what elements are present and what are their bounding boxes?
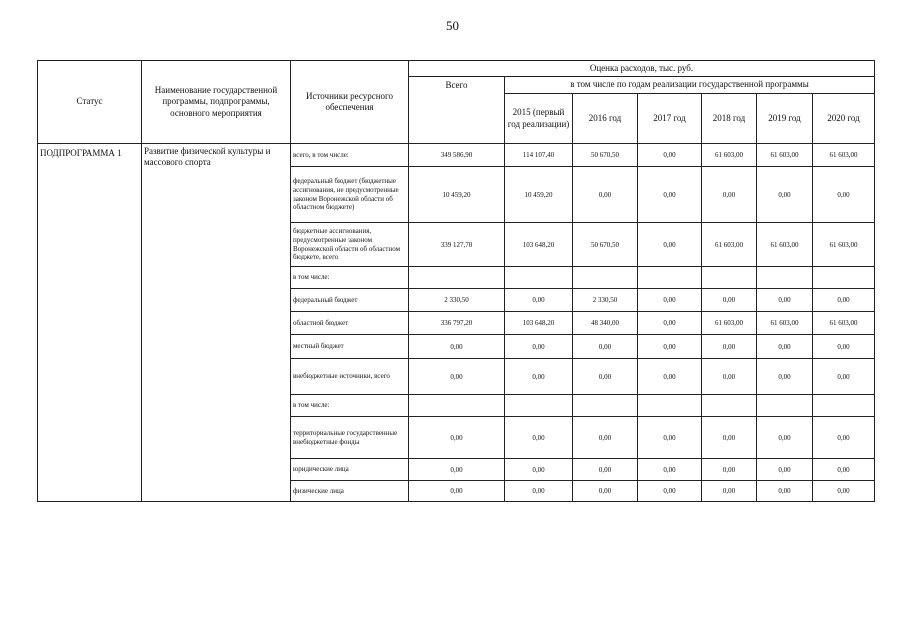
year-value-cell bbox=[505, 395, 573, 417]
page-number: 50 bbox=[446, 18, 459, 33]
year-value-cell: 0,00 bbox=[702, 167, 757, 223]
year-value-cell: 0,00 bbox=[505, 289, 573, 312]
header-source: Источники ресурсного обеспечения bbox=[291, 61, 409, 144]
total-cell: 0,00 bbox=[409, 459, 505, 481]
year-value-cell: 0,00 bbox=[573, 335, 638, 359]
year-value-cell bbox=[702, 395, 757, 417]
year-value-cell bbox=[757, 395, 813, 417]
year-value-cell: 10 459,20 bbox=[505, 167, 573, 223]
header-year: 2015 (первый год реализации) bbox=[505, 94, 573, 144]
year-value-cell: 0,00 bbox=[638, 459, 702, 481]
year-value-cell: 0,00 bbox=[757, 459, 813, 481]
year-value-cell: 0,00 bbox=[638, 335, 702, 359]
header-year: 2019 год bbox=[757, 94, 813, 144]
year-value-cell bbox=[813, 395, 875, 417]
year-value-cell: 0,00 bbox=[573, 359, 638, 395]
year-value-cell: 0,00 bbox=[573, 417, 638, 459]
year-value-cell: 0,00 bbox=[757, 289, 813, 312]
year-value-cell: 0,00 bbox=[757, 335, 813, 359]
year-value-cell: 0,00 bbox=[573, 481, 638, 502]
status-cell: ПОДПРОГРАММА 1 bbox=[38, 144, 142, 502]
year-value-cell: 61 603,00 bbox=[702, 144, 757, 167]
year-value-cell: 0,00 bbox=[573, 167, 638, 223]
source-cell: в том числе: bbox=[291, 395, 409, 417]
year-value-cell: 0,00 bbox=[813, 359, 875, 395]
year-value-cell bbox=[638, 395, 702, 417]
header-total: Всего bbox=[409, 77, 505, 144]
year-value-cell bbox=[702, 267, 757, 289]
year-value-cell: 0,00 bbox=[638, 223, 702, 267]
budget-table bbox=[37, 60, 875, 502]
source-cell: территориальные государственные внебюджетные фонды bbox=[291, 417, 409, 459]
header-status: Статус bbox=[38, 61, 142, 144]
total-cell: 0,00 bbox=[409, 417, 505, 459]
total-cell: 349 586,90 bbox=[409, 144, 505, 167]
year-value-cell: 0,00 bbox=[638, 312, 702, 335]
total-cell: 10 459,20 bbox=[409, 167, 505, 223]
year-value-cell: 61 603,00 bbox=[813, 223, 875, 267]
year-value-cell: 0,00 bbox=[702, 289, 757, 312]
program-name-cell: Развитие физической культуры и массового спорта bbox=[142, 144, 291, 502]
year-value-cell: 0,00 bbox=[757, 417, 813, 459]
year-value-cell: 0,00 bbox=[505, 335, 573, 359]
year-value-cell: 0,00 bbox=[638, 359, 702, 395]
year-value-cell: 0,00 bbox=[813, 167, 875, 223]
year-value-cell: 61 603,00 bbox=[757, 312, 813, 335]
year-value-cell: 0,00 bbox=[702, 417, 757, 459]
year-value-cell: 0,00 bbox=[505, 459, 573, 481]
total-cell: 336 797,20 bbox=[409, 312, 505, 335]
header-year: 2016 год bbox=[573, 94, 638, 144]
year-value-cell: 0,00 bbox=[573, 459, 638, 481]
year-value-cell bbox=[813, 267, 875, 289]
source-cell: местный бюджет bbox=[291, 335, 409, 359]
year-value-cell bbox=[638, 267, 702, 289]
year-value-cell: 0,00 bbox=[702, 335, 757, 359]
year-value-cell bbox=[573, 395, 638, 417]
total-cell bbox=[409, 395, 505, 417]
year-value-cell: 103 648,20 bbox=[505, 312, 573, 335]
year-value-cell: 114 107,40 bbox=[505, 144, 573, 167]
source-cell: федеральный бюджет bbox=[291, 289, 409, 312]
year-value-cell: 0,00 bbox=[638, 481, 702, 502]
year-value-cell: 0,00 bbox=[813, 417, 875, 459]
year-value-cell: 50 670,50 bbox=[573, 223, 638, 267]
year-value-cell: 48 340,00 bbox=[573, 312, 638, 335]
year-value-cell: 2 330,50 bbox=[573, 289, 638, 312]
year-value-cell: 0,00 bbox=[813, 289, 875, 312]
source-cell: всего, в том числе: bbox=[291, 144, 409, 167]
year-value-cell: 61 603,00 bbox=[757, 144, 813, 167]
total-cell: 0,00 bbox=[409, 481, 505, 502]
source-cell: внебюджетные источники, всего bbox=[291, 359, 409, 395]
year-value-cell: 0,00 bbox=[757, 359, 813, 395]
year-value-cell: 0,00 bbox=[813, 335, 875, 359]
source-cell: юридические лица bbox=[291, 459, 409, 481]
source-cell: в том числе: bbox=[291, 267, 409, 289]
source-cell: бюджетные ассигнования, предусмотренные законом Воронежской области об областном бюджете, всего bbox=[291, 223, 409, 267]
year-value-cell: 61 603,00 bbox=[702, 223, 757, 267]
year-value-cell: 0,00 bbox=[638, 289, 702, 312]
year-value-cell: 0,00 bbox=[505, 359, 573, 395]
year-value-cell: 0,00 bbox=[702, 459, 757, 481]
year-value-cell: 0,00 bbox=[813, 481, 875, 502]
total-cell: 0,00 bbox=[409, 335, 505, 359]
header-by-year: в том числе по годам реализации государственной программы bbox=[505, 77, 875, 94]
total-cell bbox=[409, 267, 505, 289]
year-value-cell: 50 670,50 bbox=[573, 144, 638, 167]
year-value-cell: 61 603,00 bbox=[757, 223, 813, 267]
year-value-cell: 0,00 bbox=[638, 417, 702, 459]
year-value-cell: 61 603,00 bbox=[813, 144, 875, 167]
year-value-cell: 0,00 bbox=[702, 359, 757, 395]
header-estimate: Оценка расходов, тыс. руб. bbox=[409, 61, 875, 77]
year-value-cell: 0,00 bbox=[505, 417, 573, 459]
year-value-cell: 0,00 bbox=[813, 459, 875, 481]
year-value-cell bbox=[505, 267, 573, 289]
header-year: 2018 год bbox=[702, 94, 757, 144]
source-cell: физические лица bbox=[291, 481, 409, 502]
total-cell: 2 330,50 bbox=[409, 289, 505, 312]
year-value-cell: 0,00 bbox=[702, 481, 757, 502]
header-year: 2020 год bbox=[813, 94, 875, 144]
total-cell: 339 127,70 bbox=[409, 223, 505, 267]
header-name: Наименование государственной программы, подпрограммы, основного мероприятия bbox=[142, 61, 291, 144]
year-value-cell: 0,00 bbox=[757, 167, 813, 223]
header-year: 2017 год bbox=[638, 94, 702, 144]
year-value-cell: 103 648,20 bbox=[505, 223, 573, 267]
year-value-cell: 0,00 bbox=[757, 481, 813, 502]
total-cell: 0,00 bbox=[409, 359, 505, 395]
year-value-cell: 61 603,00 bbox=[813, 312, 875, 335]
year-value-cell: 0,00 bbox=[638, 167, 702, 223]
year-value-cell bbox=[757, 267, 813, 289]
year-value-cell: 61 603,00 bbox=[702, 312, 757, 335]
table-row bbox=[38, 144, 875, 167]
source-cell: федеральный бюджет (бюджетные ассигнования, не предусмотренные законом Воронежской области об областном бюджете) bbox=[291, 167, 409, 223]
year-value-cell bbox=[573, 267, 638, 289]
year-value-cell: 0,00 bbox=[505, 481, 573, 502]
source-cell: областной бюджет bbox=[291, 312, 409, 335]
year-value-cell: 0,00 bbox=[638, 144, 702, 167]
